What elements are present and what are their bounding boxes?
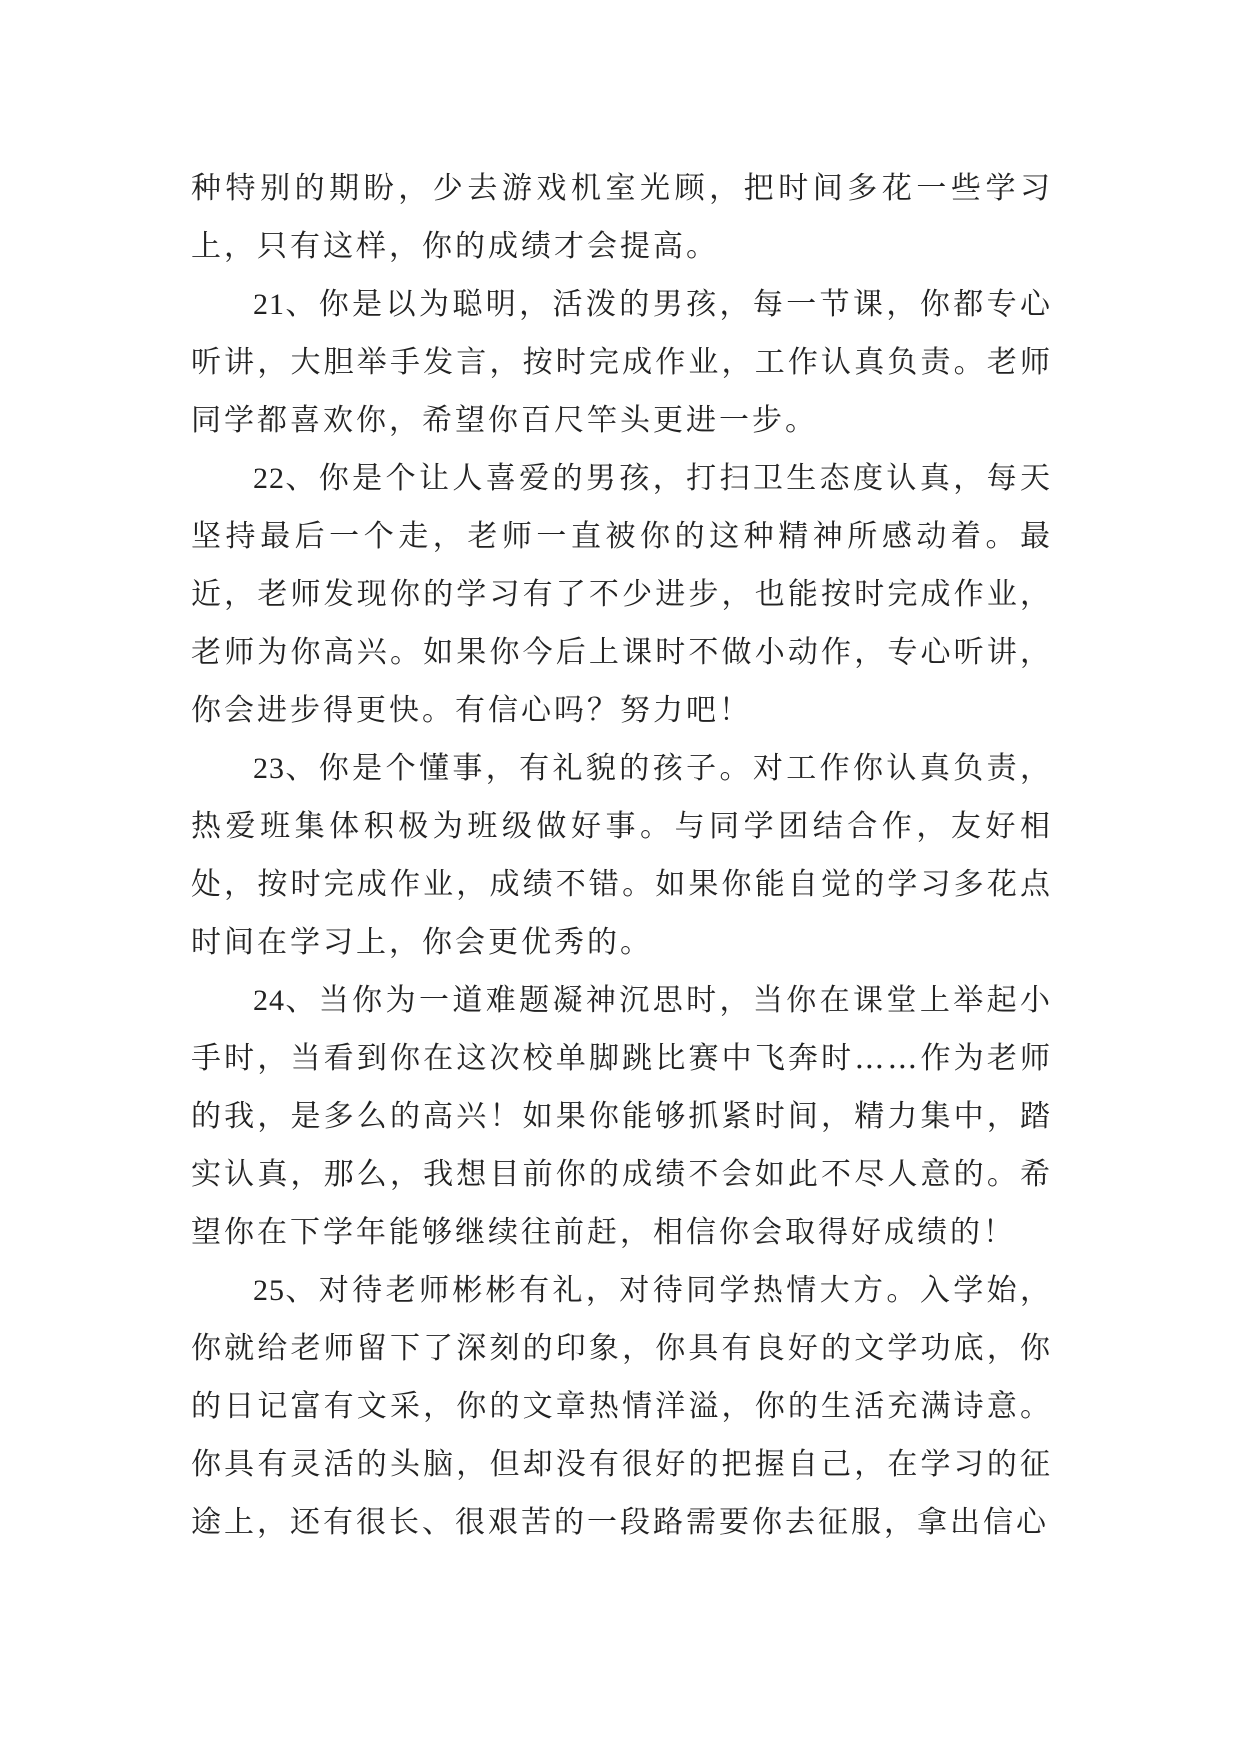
paragraph-text: 、你是个懂事，有礼貌的孩子。对工作你认真负责，热爱班集体积极为班级做好事。与同学团结合作，友好相处，按时完成作业，成绩不错。如果你能自觉的学习多花点时间在学习上，你会更优秀的。 [191, 751, 1053, 960]
paragraph-number: 25 [253, 1274, 285, 1307]
paragraph-number: 23 [253, 752, 285, 785]
paragraph-22 [191, 450, 1053, 740]
paragraph-number: 21 [253, 288, 285, 321]
paragraph-21 [191, 276, 1053, 450]
paragraph-continuation [191, 160, 1053, 276]
paragraph-number: 22 [253, 462, 285, 495]
paragraph-text: 、你是以为聪明，活泼的男孩，每一节课，你都专心听讲，大胆举手发言，按时完成作业，工作认真负责。老师同学都喜欢你，希望你百尺竿头更进一步。 [191, 287, 1053, 438]
paragraph-text: 、你是个让人喜爱的男孩，打扫卫生态度认真，每天坚持最后一个走，老师一直被你的这种精神所感动着。最近，老师发现你的学习有了不少进步，也能按时完成作业，老师为你高兴。如果你今后上课时不做小动作，专心听讲，你会进步得更快。有信心吗？努力吧！ [191, 461, 1053, 728]
paragraph-text: 、当你为一道难题凝神沉思时，当你在课堂上举起小手时，当看到你在这次校单脚跳比赛中飞奔时……作为老师的我，是多么的高兴！如果你能够抓紧时间，精力集中，踏实认真，那么，我想目前你的成绩不会如此不尽人意的。希望你在下学年能够继续往前赶，相信你会取得好成绩的！ [191, 983, 1053, 1250]
paragraph-text: 、对待老师彬彬有礼，对待同学热情大方。入学始，你就给老师留下了深刻的印象，你具有良好的文学功底，你的日记富有文采，你的文章热情洋溢，你的生活充满诗意。你具有灵活的头脑，但却没有很好的把握自己，在学习的征途上，还有很长、很艰苦的一段路需要你去征服，拿出信心 [191, 1273, 1053, 1540]
paragraph-25 [191, 1262, 1053, 1552]
paragraph-number: 24 [253, 984, 285, 1017]
paragraph-24 [191, 972, 1053, 1262]
document-body [191, 160, 1053, 1552]
paragraph-23 [191, 740, 1053, 972]
paragraph-text: 种特别的期盼，少去游戏机室光顾，把时间多花一些学习上，只有这样，你的成绩才会提高。 [191, 171, 1053, 264]
